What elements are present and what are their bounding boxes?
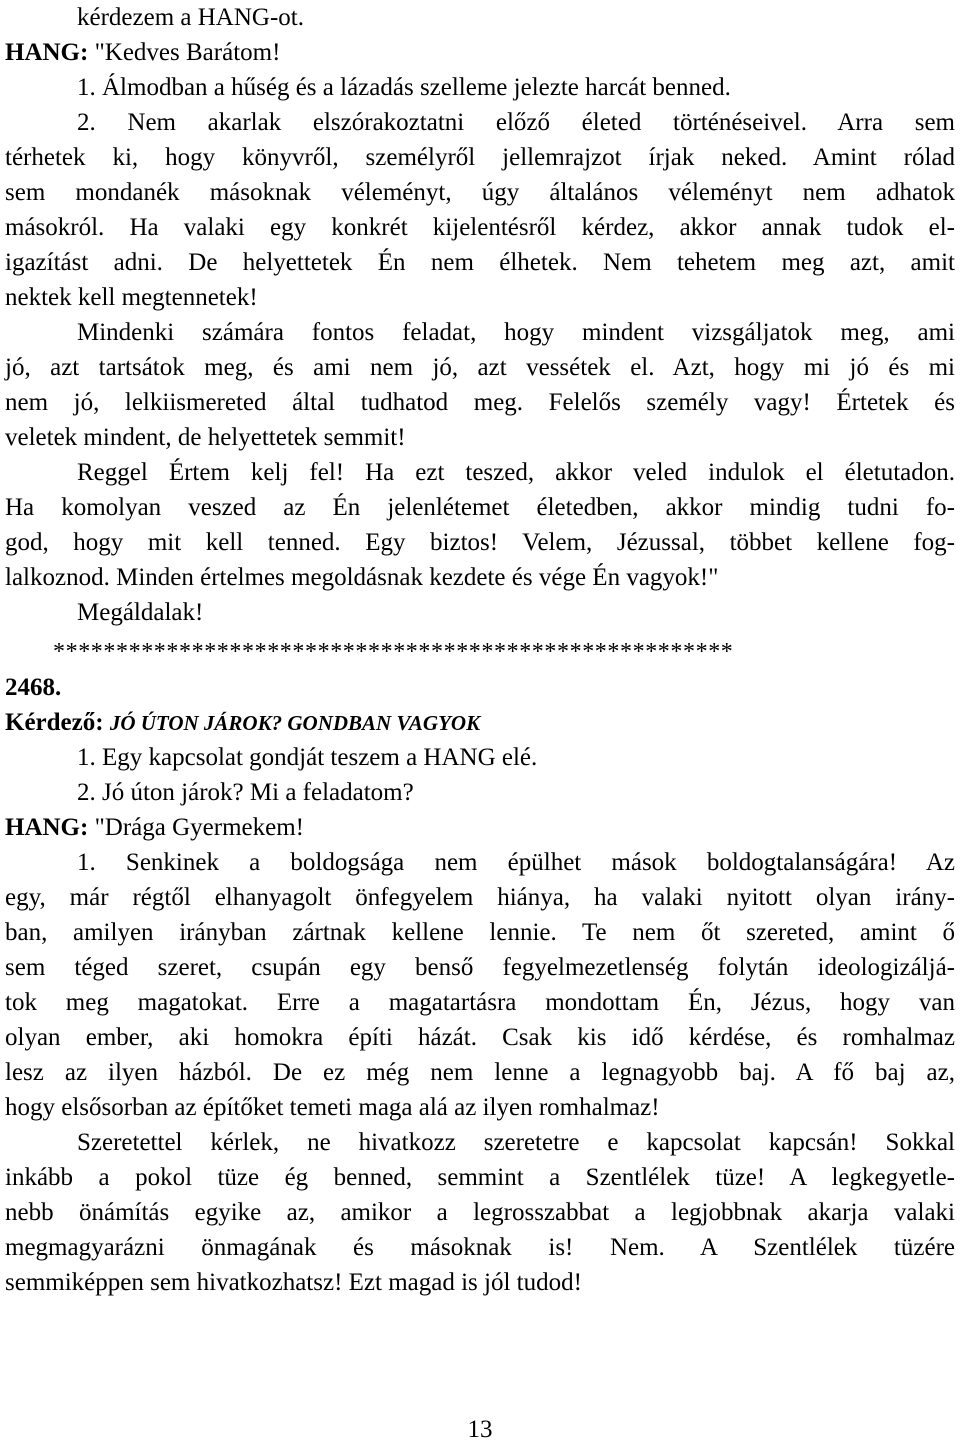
text-line [5,35,955,71]
question-title: JÓ ÚTON JÁROK? GONDBAN VAGYOK [109,711,481,735]
greeting: "Kedves Barátom! [88,39,281,66]
text-line: másokról. Ha valaki egy konkrét kijelentésről kérdez, akkor annak tudok el- [5,214,955,241]
text-line: kérdezem a HANG-ot. [77,4,304,31]
text-line: inkább a pokol tüze ég benned, semmint a Szentlélek tüze! A legkegyetle- [5,1164,955,1191]
text-line: nem jó, lelkiismereted által tudhatod meg. Felelős személy vagy! Értetek és [5,389,955,416]
list-item: 2. Jó úton járok? Mi a feladatom? [77,779,414,806]
text-line: sem mondanék másoknak véleményt, úgy általános véleményt nem adhatok [5,179,955,206]
list-item: 1. Senkinek a boldogsága nem épülhet mások boldogtalanságára! Az [77,849,955,876]
questioner-line [5,705,955,741]
blessing: Megáldalak! [77,599,204,626]
page-number: 13 [467,1416,493,1443]
text-line: tok meg magatokat. Erre a magatartásra mondottam Én, Jézus, hogy van [5,989,955,1016]
text-line: megmagyarázni önmagának és másoknak is! Nem. A Szentlélek tüzére [5,1234,955,1261]
text-line: olyan ember, aki homokra építi házát. Csak kis idő kérdése, és romhalmaz [5,1024,955,1051]
list-item: 2. Nem akarlak elszórakoztatni előző életed történéseivel. Arra sem [77,109,955,136]
text-line: nebb önámítás egyike az, amikor a legrosszabbat a legjobbnak akarja valaki [5,1199,955,1226]
paragraph-start: Reggel Értem kelj fel! Ha ezt teszed, akkor veled indulok el életutadon. [77,459,955,486]
text-line: egy, már régtől elhanyagolt önfegyelem hiánya, ha valaki nyitott olyan irány- [5,884,955,911]
text-line: veletek mindent, de helyettetek semmit! [5,424,406,451]
text-line: Ha komolyan veszed az Én jelenlétemet életedben, akkor mindig tudni fo- [5,494,955,521]
text-line: hogy elsősorban az építőket temeti maga alá az ilyen romhalmaz! [5,1094,660,1121]
text-line: sem téged szeret, csupán egy benső fegyelmezetlenség folytán ideologizáljá- [5,954,955,981]
entry-number: 2468. [5,674,62,701]
text-line: nektek kell megtennetek! [5,284,258,311]
text-line: lesz az ilyen házból. De ez még nem lenne a legnagyobb baj. A fő baj az, [5,1059,955,1086]
text-line: igazítást adni. De helyettetek Én nem élhetek. Nem tehetem meg azt, amit [5,249,955,276]
speaker-label: HANG: [5,814,89,841]
greeting: "Drága Gyermekem! [88,814,304,841]
questioner-label: Kérdező: [5,709,104,736]
text-line: jó, azt tartsátok meg, és ami nem jó, azt vessétek el. Azt, hogy mi jó és mi [5,354,955,381]
list-item: 1. Álmodban a hűség és a lázadás szelleme jelezte harcát benned. [77,74,731,101]
text-line: semmiképpen sem hivatkozhatsz! Ezt magad is jól tudod! [5,1269,582,1296]
text-line: lalkoznod. Minden értelmes megoldásnak kezdete és vége Én vagyok!" [5,564,719,591]
paragraph-start: Szeretettel kérlek, ne hivatkozz szeretetre e kapcsolat kapcsán! Sokkal [77,1129,955,1156]
text-line: god, hogy mit kell tenned. Egy biztos! Velem, Jézussal, többet kellene fog- [5,529,955,556]
paragraph-start: Mindenki számára fontos feladat, hogy mindent vizsgáljatok meg, ami [77,319,955,346]
separator: ****************************************************** [53,639,734,665]
list-item: 1. Egy kapcsolat gondját teszem a HANG elé. [77,744,538,771]
text-line: ban, amilyen irányban zártnak kellene lennie. Te nem őt szereted, amint ő [5,919,955,946]
text-line [5,810,955,846]
text-line: térhetek ki, hogy könyvről, személyről jellemrajzot írjak neked. Amint rólad [5,144,955,171]
speaker-label: HANG: [5,39,89,66]
